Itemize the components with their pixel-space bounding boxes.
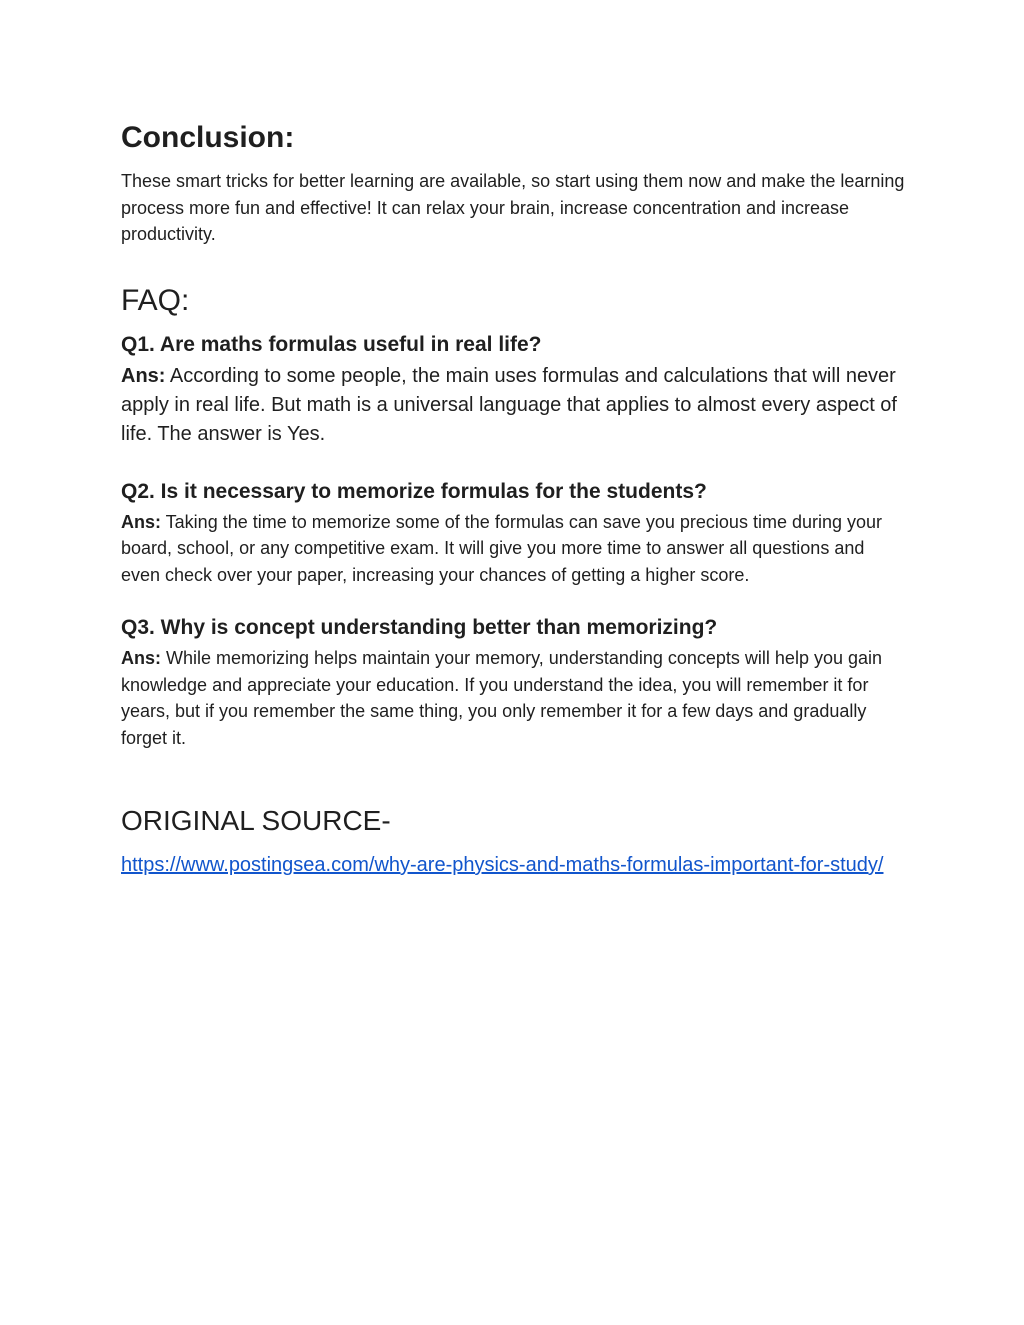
faq-item-2	[121, 479, 907, 589]
faq-question-1: Q1. Are maths formulas useful in real life?	[121, 332, 542, 356]
conclusion-paragraph: These smart tricks for better learning are available, so start using them now and make the learning process more fun and effective! It can relax your brain, increase concentration and increase productivity.	[121, 171, 905, 244]
faq-question-2: Q2. Is it necessary to memorize formulas for the students?	[121, 479, 707, 503]
answer-label: Ans:	[121, 364, 166, 387]
original-source-heading: ORIGINAL SOURCE-	[121, 805, 391, 836]
original-source-link[interactable]: https://www.postingsea.com/why-are-physics-and-maths-formulas-important-for-study/	[121, 854, 884, 876]
answer-text: While memorizing helps maintain your memory, understanding concepts will help you gain knowledge and appreciate your education. If you understand the idea, you will remember it for years, but if you remember the same thing, you only remember it for a few days and gradually forget it.	[121, 648, 883, 748]
faq-answer-2	[121, 509, 907, 589]
conclusion-heading: Conclusion:	[121, 121, 295, 154]
answer-text: According to some people, the main uses formulas and calculations that will never apply in real life. But math is a universal language that applies to almost every aspect of life. The answer is Yes.	[121, 364, 897, 445]
answer-label: Ans:	[121, 511, 161, 532]
faq-answer-1	[121, 362, 907, 449]
answer-text: Taking the time to memorize some of the formulas can save you precious time during your board, school, or any competitive exam. It will give you more time to answer all questions and even check over your paper, increasing your chances of getting a higher score.	[121, 511, 883, 585]
document-page	[121, 118, 907, 882]
faq-heading: FAQ:	[121, 283, 190, 317]
faq-item-3	[121, 615, 907, 751]
faq-answer-3	[121, 645, 907, 751]
answer-label: Ans:	[121, 648, 161, 668]
faq-question-3: Q3. Why is concept understanding better than memorizing?	[121, 616, 718, 639]
faq-item-1	[121, 332, 907, 449]
